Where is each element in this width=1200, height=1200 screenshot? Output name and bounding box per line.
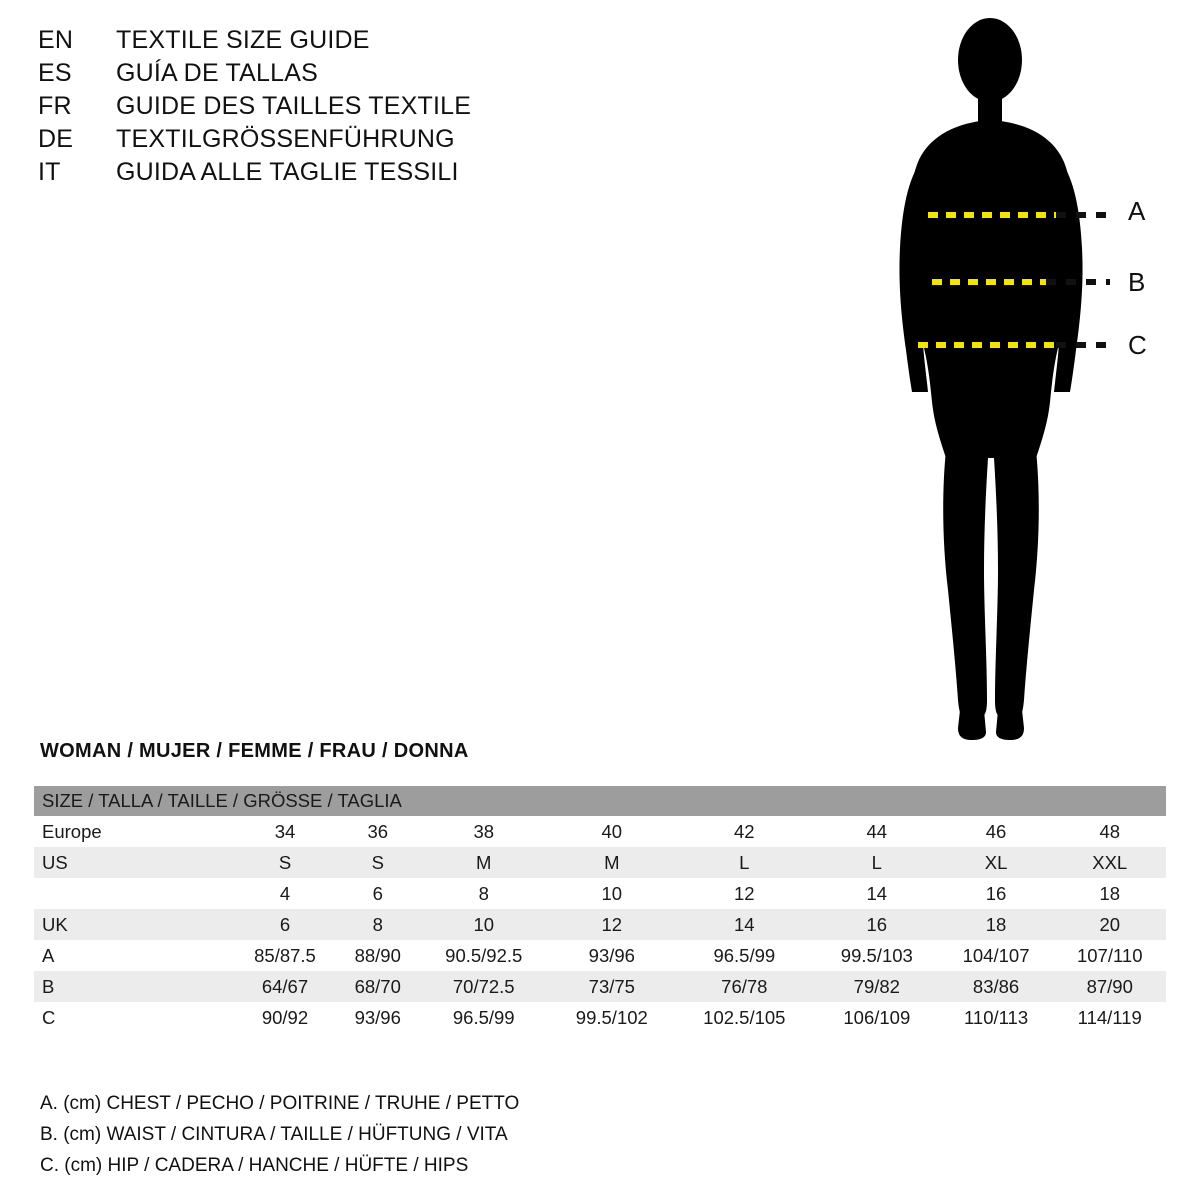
measure-label-c: C [1128,330,1147,360]
cell: 20 [1053,909,1166,940]
cell: M [418,847,550,878]
measure-label-b: B [1128,267,1146,297]
cell: 83/86 [939,971,1054,1002]
row-label-b: B [34,971,232,1002]
measurement-legend [40,1088,940,1181]
cell: 48 [1053,816,1166,847]
cell: XXL [1053,847,1166,878]
cell: 14 [815,878,939,909]
cell: 42 [674,816,815,847]
table-header-row [34,786,1166,816]
language-code-en: EN [38,26,74,54]
cell: 16 [939,878,1054,909]
language-code-fr: FR [38,92,72,120]
row-label-c: C [34,1002,232,1033]
language-row-en [38,26,558,59]
cell: 96.5/99 [674,940,815,971]
legend-line-b: B. (cm) WAIST / CINTURA / TAILLE / HÜFTUNG / VITA [40,1124,508,1145]
cell: S [232,847,338,878]
cell: 87/90 [1053,971,1166,1002]
cell: S [338,847,418,878]
legend-line-a: A. (cm) CHEST / PECHO / POITRINE / TRUHE / PETTO [40,1093,520,1114]
language-code-it: IT [38,158,61,186]
cell: 93/96 [550,940,674,971]
language-code-de: DE [38,125,74,153]
language-code-es: ES [38,59,72,87]
row-label-uk: UK [34,909,232,940]
cell: 6 [338,878,418,909]
table-header-label: SIZE / TALLA / TAILLE / GRÖSSE / TAGLIA [34,786,1166,816]
cell: 44 [815,816,939,847]
cell: 106/109 [815,1002,939,1033]
cell: 4 [232,878,338,909]
female-silhouette-icon [860,10,1190,750]
table-row [34,878,1166,909]
cell: 12 [674,878,815,909]
cell: 76/78 [674,971,815,1002]
cell: 73/75 [550,971,674,1002]
cell: 102.5/105 [674,1002,815,1033]
cell: 114/119 [1053,1002,1166,1033]
cell: 93/96 [338,1002,418,1033]
cell: 68/70 [338,971,418,1002]
cell: L [815,847,939,878]
cell: 36 [338,816,418,847]
legend-line-c: C. (cm) HIP / CADERA / HANCHE / HÜFTE / HIPS [40,1155,469,1176]
cell: 38 [418,816,550,847]
cell: 64/67 [232,971,338,1002]
cell: 99.5/103 [815,940,939,971]
row-label-us: US [34,847,232,878]
cell: 8 [418,878,550,909]
cell: 14 [674,909,815,940]
table-row [34,847,1166,878]
cell: 40 [550,816,674,847]
cell: 96.5/99 [418,1002,550,1033]
language-row-it [38,158,558,191]
cell: 99.5/102 [550,1002,674,1033]
cell: M [550,847,674,878]
cell: 10 [418,909,550,940]
language-title-fr: GUIDE DES TAILLES TEXTILE [116,92,472,120]
table-row [34,940,1166,971]
cell: 110/113 [939,1002,1054,1033]
table-row [34,909,1166,940]
row-label-a: A [34,940,232,971]
language-title-it: GUIDA ALLE TAGLIE TESSILI [116,158,459,186]
cell: 16 [815,909,939,940]
language-row-de [38,125,558,158]
table-row [34,816,1166,847]
cell: 6 [232,909,338,940]
table-row [34,971,1166,1002]
cell: 70/72.5 [418,971,550,1002]
language-title-list [38,26,558,191]
cell: 85/87.5 [232,940,338,971]
cell: XL [939,847,1054,878]
female-body-figure [860,10,1190,750]
table-row [34,1002,1166,1033]
cell: 8 [338,909,418,940]
language-title-es: GUÍA DE TALLAS [116,59,318,87]
language-row-fr [38,92,558,125]
language-row-es [38,59,558,92]
cell: 79/82 [815,971,939,1002]
cell: 90/92 [232,1002,338,1033]
cell: L [674,847,815,878]
measure-label-a: A [1128,196,1146,226]
row-label-europe: Europe [34,816,232,847]
language-title-de: TEXTILGRÖSSENFÜHRUNG [116,125,455,153]
cell: 34 [232,816,338,847]
table-section-title: WOMAN / MUJER / FEMME / FRAU / DONNA [40,740,469,762]
cell: 88/90 [338,940,418,971]
size-table [34,786,1166,1033]
language-title-en: TEXTILE SIZE GUIDE [116,26,370,54]
cell: 46 [939,816,1054,847]
cell: 18 [939,909,1054,940]
cell: 10 [550,878,674,909]
cell: 107/110 [1053,940,1166,971]
cell: 18 [1053,878,1166,909]
cell: 104/107 [939,940,1054,971]
cell: 90.5/92.5 [418,940,550,971]
cell: 12 [550,909,674,940]
row-label-us-numeric [34,878,232,909]
